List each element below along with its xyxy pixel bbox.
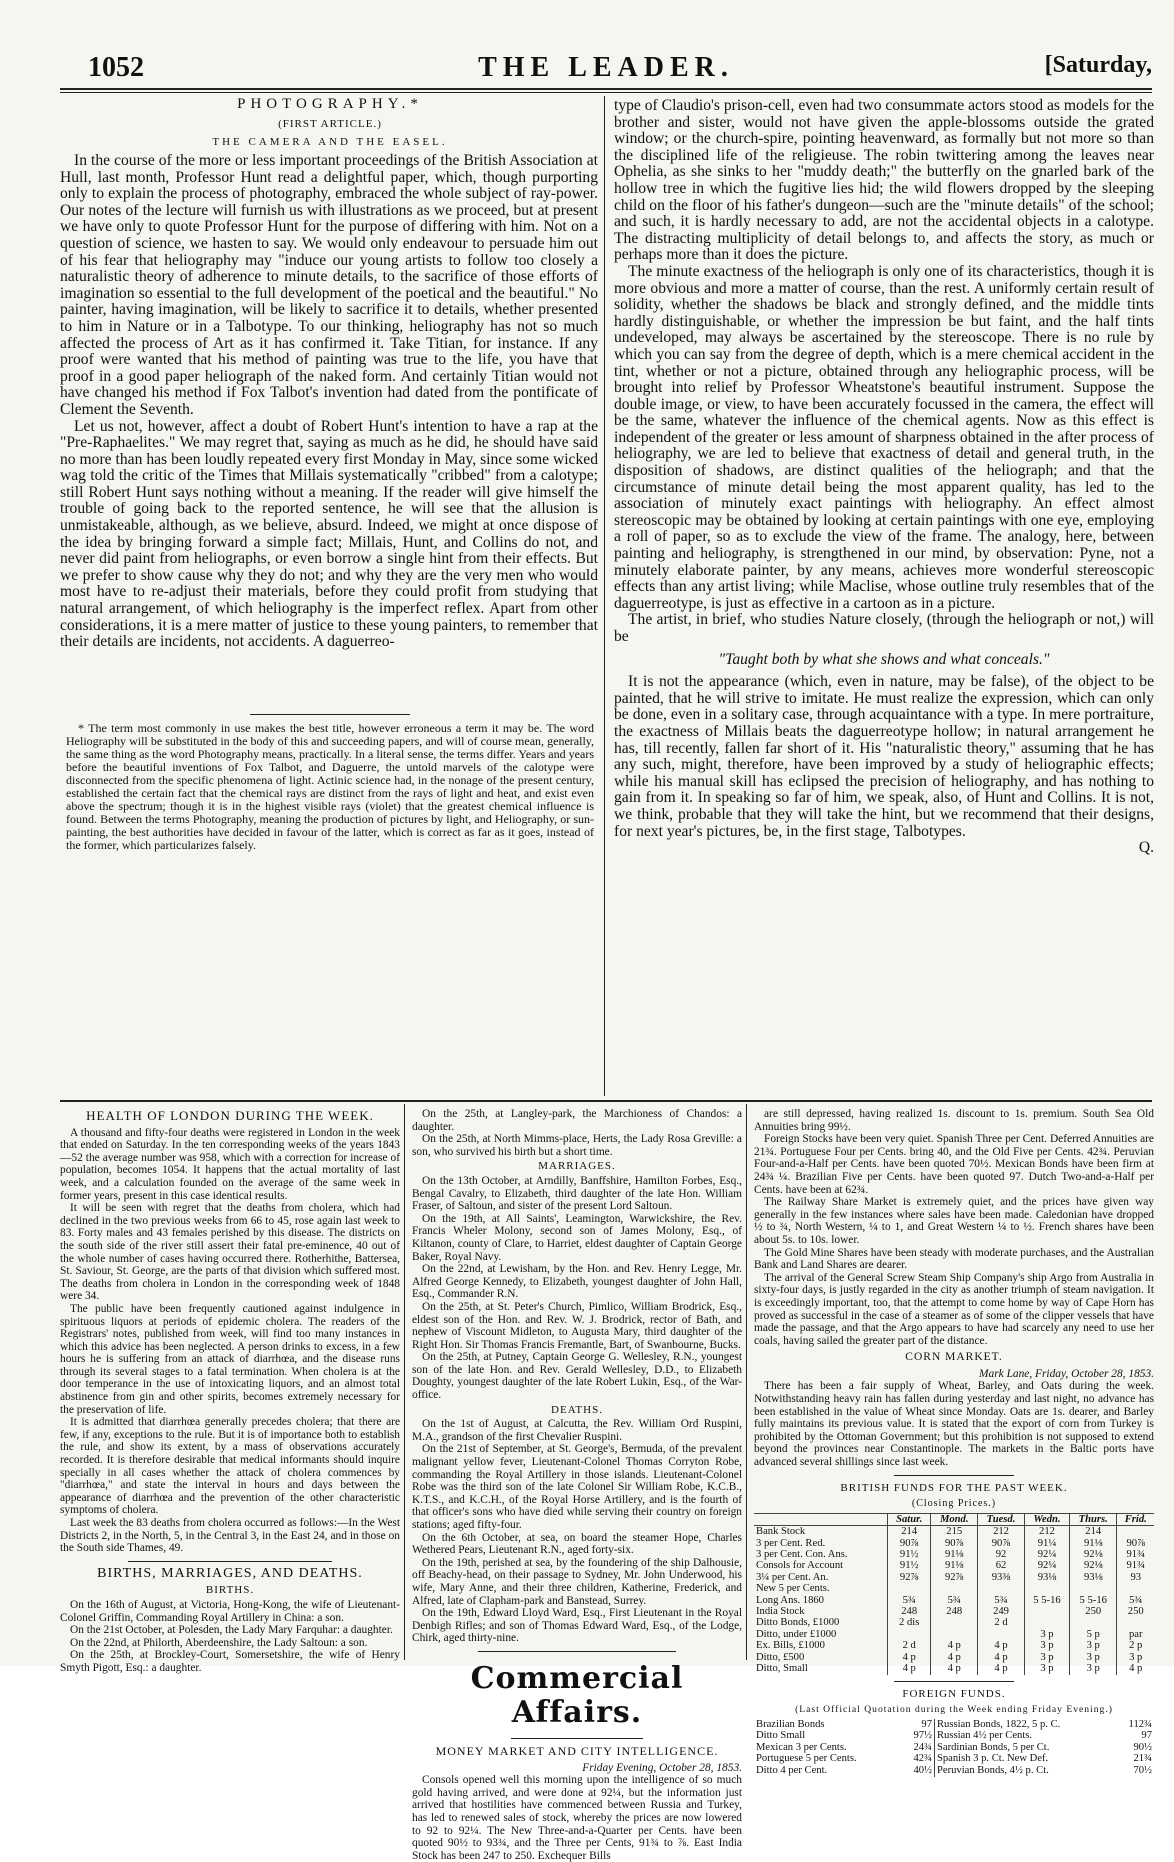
table-row	[754, 1765, 1154, 1777]
article-column-1	[60, 153, 598, 651]
footnote-text: * The term most commonly in use makes the best title, however erroneous a term it may be. The word Heliography will be substituted in the body of this and succeeding papers, and will of course mean, generally, the same thing as the word Photography means, practically. In a literal sense, the terms differ. Years and years before the beautiful inventions of Fox Talbot, and Daguerre, the untold marvels of the calotype were disconnected from the specific phenomena of light. Actinic science had, in the nonage of the present century, established the certain fact that the chemical rays are distinct from the rays of light and heat, and exist even above the spectrum; though it is in the highest visible rays (violet) that the greatest chemical influence is found. Between the terms Photography, meaning the production of pictures by light, and Heliography, or sun-painting, the best authorities have decided in favour of the latter, which is correct as far as it goes, instead of the former, which particularizes falsely.	[66, 721, 594, 852]
table-cell: 249	[978, 1606, 1025, 1617]
death-entry: On the 21st of September, at St. George's, Bermuda, of the prevalent malignant yellow fever, Lieutenant-Colonel Thomas Corryton Robe, commanding the Royal Artillery in those islands. Lieutenant-Colonel Robe was the third son of the late Colonel Sir William Robe, K.C.B., K.T.S., and K.C.H., of the Royal Horse Artillery, and is the fourth of that officer's sons who have died while serving their country on foreign stations; aged fifty-four.	[412, 1443, 742, 1531]
table-cell: 92⅞	[931, 1572, 978, 1583]
table-cell: Ditto 4 per Cent.	[756, 1765, 828, 1777]
birth-entry: On the 25th, at Brockley-Court, Somersetshire, the wife of Henry Smyth Pigott, Esq.: a daughter.	[60, 1649, 400, 1674]
table-cell	[978, 1583, 1025, 1594]
table-cell: 5 5-16	[1070, 1595, 1117, 1606]
corn-paragraph: There has been a fair supply of Wheat, Barley, and Oats during the week. Notwithstanding heavy rain has fallen during yesterday and last night, no advance has been established in the value of Wheat since Monday. Oats are 1s. dearer, and Barley fully maintains its previous value. It is stated that the export of corn from Turkey is prohibited by the Ottoman Government; but this prohibition is not supposed to extend beyond the provinces near Constantinople. The markets in the Baltic ports have advanced several shillings since last week.	[754, 1380, 1154, 1469]
table-cell	[1117, 1583, 1154, 1594]
table-cell: 4 p	[888, 1663, 931, 1674]
table-cell	[1117, 1617, 1154, 1628]
table-cell	[931, 1617, 978, 1628]
table-cell: 93⅛	[1024, 1572, 1069, 1583]
masthead-rule	[60, 88, 1152, 90]
table-cell: 90⅞	[888, 1538, 931, 1549]
money-market-heading: MONEY MARKET AND CITY INTELLIGENCE.	[435, 1743, 719, 1758]
article-section-title: THE CAMERA AND THE EASEL.	[212, 136, 448, 148]
marriage-entry: On the 13th October, at Arndilly, Banffshire, Hamilton Forbes, Esq., Bengal Cavalry, to Elizabeth, third daughter of the late Hon. William Fraser, of Saltoun, and sister of the present Lord Saltoun.	[412, 1174, 742, 1213]
table-cell: 2 d	[978, 1617, 1025, 1628]
british-funds-table	[754, 1513, 1154, 1675]
marriages-heading: MARRIAGES.	[538, 1160, 616, 1173]
money-paragraph: Consols opened well this morning upon the intelligence of so much gold having arrived, and were done at 92¼, but the information just arrived that hostilities have commenced between Russia and Turkey, has led to renewed sales of stock, whereby the prices are now lowered to 92 to 92¼. The New Three-and-a-Quarter per Cents. have been quoted 90½ to 93¾, and the Three per Cents, 91¾ to ⅞. East India Stock has been 247 to 250. Exchequer Bills	[412, 1774, 742, 1862]
money-paragraph: The Gold Mine Shares have been steady with moderate purchases, and the Australian Bank and Land Shares are dearer.	[754, 1246, 1154, 1272]
table-cell: 90⅞	[931, 1538, 978, 1549]
table-cell: 248	[931, 1606, 978, 1617]
table-cell: 250	[1070, 1606, 1117, 1617]
health-paragraph: Last week the 83 deaths from cholera occurred as follows:—In the West Districts 2, in the North, 5, in the Central 3, in the East 24, and in those on the South side Thames, 49.	[60, 1517, 400, 1555]
birth-entry: On the 22nd, at Philorth, Aberdeenshire, the Lady Saltoun: a son.	[70, 1636, 368, 1649]
table-row	[754, 1606, 1154, 1617]
table-cell: 3 p	[1117, 1652, 1154, 1663]
table-cell: 250	[1117, 1606, 1154, 1617]
article-paragraph: In the course of the more or less important proceedings of the British Association at Hull, last month, Professor Hunt read a delightful paper, which, though purporting only to explain the process of photography, embraced the whole subject of ray-power. Our notes of the lecture will furnish us with illustrations as we proceed, but at present we have only to quote Professor Hunt for the purpose of differing with him. Not on a question of science, we hasten to say. We would only endeavour to persuade him out of his fear that heliography may "induce our young artists to follow too closely a naturalistic theory of adherence to minute details, to the sacrifice of those efforts of imagination so essential to the full development of the poetical and the beautiful." No painter, having imagination, will be likely to sacrifice it to details, whether presented to him in Nature or in a Talbotype. To our thinking, heliography has not so much affected the process of Art as it has confirmed it. Take Titian, for instance. If any proof were wanted that his method of painting was true to the life, you have that proof in a good paper heliograph of the naked form. And certainly Titian would not have changed his method if Fox Talbot's invention had dated from the pontificate of Clement the Seventh.	[60, 152, 598, 418]
divider	[128, 1561, 332, 1562]
article-title: PHOTOGRAPHY.*	[237, 96, 423, 112]
table-header-cell	[754, 1513, 888, 1525]
table-cell: 3 per Cent. Red.	[756, 1537, 826, 1549]
table-header-cell: Wedn.	[1024, 1513, 1069, 1525]
death-entry: On the 6th October, at sea, on board the steamer Hope, Charles Wethered Pears, Lieutenant R.N., aged forty-six.	[412, 1531, 742, 1557]
table-cell: 40½	[902, 1765, 935, 1777]
table-cell: 93⅜	[978, 1572, 1025, 1583]
table-cell: 91½	[888, 1549, 931, 1560]
table-cell: 4 p	[1117, 1663, 1154, 1674]
table-cell	[931, 1629, 978, 1640]
table-cell: New 5 per Cents.	[756, 1583, 830, 1595]
table-cell: 2 d	[888, 1640, 931, 1651]
issue-day: [Saturday,	[1044, 52, 1152, 78]
table-cell: Spanish 3 p. Ct. New Def.	[936, 1753, 1049, 1765]
table-row	[754, 1617, 1154, 1628]
footnote	[66, 722, 594, 852]
table-cell: Bank Stock	[756, 1526, 806, 1538]
table-cell: 4 p	[978, 1652, 1025, 1663]
table-cell: 3 p	[1024, 1663, 1069, 1674]
table-header-cell: Mond.	[931, 1513, 978, 1525]
table-cell: 3 per Cent. Con. Ans.	[756, 1549, 848, 1561]
table-cell: 4 p	[888, 1652, 931, 1663]
table-cell: 92⅛	[1070, 1560, 1117, 1571]
births-heading: BIRTHS.	[205, 1584, 255, 1597]
death-entry: On the 19th, perished at sea, by the foundering of the ship Dalhousie, off Beachy-head, on their passage to Sydney, Mr. John Underwood, his wife, Mary Anne, and their three children, Katherine, Frederick, and Alfred, late of Clapham-park and Banstead, Surrey.	[412, 1556, 742, 1607]
article-quote: "Taught both by what she shows and what conceals."	[718, 650, 1050, 668]
death-entry: On the 19th, Edward Lloyd Ward, Esq., First Lieutenant in the Royal Denbigh Rifles; and son of Thomas Edward Ward, Esq., of the Lodge, Chirk, aged thirty-nine.	[412, 1607, 742, 1645]
table-cell: 21¾	[1133, 1753, 1152, 1765]
commercial-affairs-heading: Commercial Affairs.	[470, 1660, 684, 1730]
table-row	[754, 1595, 1154, 1606]
table-cell: 2 dis	[888, 1617, 931, 1628]
table-cell: 97½	[902, 1730, 935, 1742]
corn-market-heading: CORN MARKET.	[905, 1351, 1003, 1364]
article-paragraph: The minute exactness of the heliograph is only one of its characteristics, though it is more obvious and more a matter of course, than the rest. A uniformly certain result of solidity, whether the shadows be black and strongly defined, and the middle tints hardly distinguishable, or whether the impression be but faint, and the half tints undeveloped, may always be ascertained by the stereoscope. There is no rule by which you can say from the degree of depth, which is a mere chemical accident in the tint, whether or not a picture, obtained through any heliographic process, will be brought into relief by Professor Wheatstone's beautiful instrument. Suppose the double image, or view, to have been accurately focussed in the camera, the effect will be the same, whatever the influence of the chemical agents. Now as this effect is independent of the greater or less amount of sharpness obtained in the after process of heliography, we are led to believe that exactness of detail and general truth, in the disposition of shadows, are distinct qualities of the heliograph; and that the circumstance of minute detail being the most apparent quality, has led to the association of minutely exact paintings with heliography. An effect almost stereoscopic may be obtained by looking at certain paintings with one eye, employing a roll of paper, so as to exclude the view of the frame. The analogy, here, between painting and heliography, is strengthened in our mind, by observation: Pyne, not a minutely elaborate painter, by any means, achieves more wonderful stereoscopic effects than any artist living; while Maclise, whose outline truly resembles that of the daguerreotype, is just as effective in a cartoon as in a picture.	[614, 262, 1154, 612]
health-paragraph: The public have been frequently cautioned against indulgence in spirituous liquors at periods of epidemic cholera. The readers of the Registrars' notes, published from week, will find too many instances in which this advice has been neglected. A person drinks to excess, in a few hours he is suffering from an attack of diarrhœa, and the disease runs through its several stages to a fatal termination. When cholera is at the door temperance in the use of intoxicating liquors, and an almost total abstinence from gin and other spirits, becomes extremely necessary for the preservation of life.	[60, 1302, 400, 1416]
foreign-funds-heading: FOREIGN FUNDS.	[902, 1687, 1006, 1700]
table-cell: 3 p	[1070, 1640, 1117, 1651]
table-header-cell: Satur.	[888, 1513, 931, 1525]
masthead-rule-thin	[60, 92, 1152, 93]
table-cell: Mexican 3 per Cents.	[756, 1741, 847, 1753]
table-cell: 3 p	[1024, 1629, 1069, 1640]
table-cell: 91½	[888, 1560, 931, 1571]
table-cell: 214	[1070, 1526, 1117, 1538]
table-cell: Sardinian Bonds, 5 per Ct.	[936, 1741, 1050, 1753]
table-cell: 90½	[1133, 1741, 1152, 1753]
table-header-cell: Tuesd.	[978, 1513, 1025, 1525]
article-paragraph: Let us not, however, affect a doubt of Robert Hunt's intention to have a rap at the "Pre-Raphaelites." We may regret that, saying as much as he did, he should have said no more than has been loudly repeated every first Monday in May, since some wicked wag told the critic of the Times that Millais systematically "cribbed" from a calotype; still Robert Hunt says nothing without a meaning. If the reader will give himself the trouble of going back to the reported sentence, he will see that the allusion is unmistakeable, although, as we believe, absurd. Indeed, we might at once dispose of the idea by bringing forward a simple fact; Millais, Hunt, and Collins do not, and never did paint from heliographs, or even borrow a single hint from their effects. But we prefer to show cause why they do not; and why they are the very men who would most have to re-adjust their materials, before they could profit from studying that natural arrangement, of which heliography is the imperfect reflex. Apart from other considerations, it is a mere matter of justice to these young painters, to remember that their details are incidents, not accidents. A daguerreo-	[60, 417, 598, 651]
table-cell: 214	[888, 1526, 931, 1538]
table-row	[754, 1526, 1154, 1538]
table-cell: Brazilian Bonds	[756, 1718, 825, 1730]
health-paragraph: It will be seen with regret that the deaths from cholera, which had declined in the two previous weeks from 66 to 45, rose again last week to 83. Forty males and 43 females perished by this disease. The districts on the south side of the river still assert their fatal pre-eminence, 40 out of the whole number of cases having occurred there. Rotherhithe, Battersea, St. Saviour, St. George, are the parts of that division which suffered most. The deaths from cholera in London in the corresponding week of 1848 were 34.	[60, 1202, 400, 1303]
table-row	[754, 1583, 1154, 1594]
table-cell: 3 p	[1024, 1640, 1069, 1651]
table-cell	[1024, 1583, 1069, 1594]
birth-entry: On the 16th of August, at Victoria, Hong-Kong, the wife of Lieutenant-Colonel Griffin, Commanding Royal Artillery in China: a son.	[60, 1598, 400, 1624]
page-number: 1052	[88, 52, 144, 83]
table-cell	[978, 1629, 1025, 1640]
table-cell: 24¾	[902, 1742, 935, 1754]
table-cell: 2 p	[1117, 1640, 1154, 1651]
table-cell: 4 p	[978, 1663, 1025, 1674]
table-cell: 91⅛	[1070, 1538, 1117, 1549]
table-row	[754, 1742, 1154, 1754]
table-row	[754, 1572, 1154, 1583]
table-cell: par	[1117, 1629, 1154, 1640]
table-cell: Peruvian Bonds, 4½ p. Ct.	[936, 1765, 1049, 1777]
table-row	[754, 1640, 1154, 1651]
table-cell: 5¾	[888, 1595, 931, 1606]
article-paragraph: It is not the appearance (which, even in nature, may be false), of the object to be painted, that he will strive to imitate. He must realize the expression, which can only be done, even in a solitary case, through acquaintance with a type. In mere portraiture, the exactness of Millais beats the daguerreotype hollow; in natural arrangement he has, till recently, fallen far short of it. His "naturalistic theory," assuming that he has any such, might, therefore, have been improved by a study of heliographic effects; while his manual skill has eclipsed the precision of heliography, and has nothing to gain from it. In speaking so far of him, we speak, also, of Hunt and Collins. It is not, we think, probable that they will take the hint, but we recommend that their designs, for next year's pictures, be, in the first stage, Talbotypes.	[614, 673, 1154, 840]
british-funds-subheading: (Closing Prices.)	[911, 1498, 997, 1510]
table-cell: Ditto, £500	[756, 1651, 805, 1663]
table-cell	[1024, 1606, 1069, 1617]
foreign-funds-table	[754, 1719, 1154, 1777]
table-cell: 112¾	[1128, 1718, 1152, 1730]
article-column-2	[614, 98, 1154, 857]
deaths-heading: DEATHS.	[551, 1403, 603, 1416]
column-divider	[604, 96, 605, 1096]
divider	[894, 1681, 1014, 1682]
table-header-cell: Thurs.	[1070, 1513, 1117, 1525]
table-cell: 91⅛	[931, 1549, 978, 1560]
table-cell: Consols for Account	[756, 1560, 844, 1572]
article-subtitle: (FIRST ARTICLE.)	[278, 118, 382, 130]
table-cell: 5¾	[931, 1595, 978, 1606]
table-cell: 92	[978, 1549, 1025, 1560]
table-cell: Ditto, Small	[756, 1663, 808, 1675]
corn-dateline: Mark Lane, Friday, October 28, 1853.	[979, 1367, 1154, 1380]
table-cell: Ditto Small	[756, 1730, 806, 1742]
table-header-row	[754, 1513, 1154, 1525]
table-row	[754, 1663, 1154, 1674]
table-cell: 5¾	[978, 1595, 1025, 1606]
table-cell: 3 p	[1070, 1652, 1117, 1663]
health-heading: HEALTH OF LONDON DURING THE WEEK.	[86, 1108, 374, 1123]
table-row	[754, 1719, 1154, 1731]
table-cell: 212	[1024, 1526, 1069, 1538]
table-cell: 42¾	[902, 1753, 935, 1765]
table-cell: Long Ans. 1860	[756, 1594, 824, 1606]
table-cell: 91¼	[1024, 1538, 1069, 1549]
table-cell: 97	[902, 1719, 935, 1731]
money-paragraph: The arrival of the General Screw Steam Ship Company's ship Argo from Australia in sixty-four days, is justly regarded in the city as another triumph of steam navigation. It is exceedingly important, too, that the attempt to come home by way of Cape Horn has proved as successful in the case of a steamer as of some of the clipper vessels that have made the passage, and that the Argo appears to have had scarcely any need to use her coals, having sailed the greater part of the distance.	[754, 1271, 1154, 1347]
birth-entry: On the 25th, at Langley-park, the Marchioness of Chandos: a daughter.	[412, 1108, 742, 1133]
table-cell: 5 p	[1070, 1629, 1117, 1640]
table-cell: 92¼	[1024, 1549, 1069, 1560]
footnote-rule	[250, 714, 410, 715]
table-row	[754, 1753, 1154, 1765]
table-row	[754, 1629, 1154, 1640]
table-cell: 91¾	[1117, 1549, 1154, 1560]
masthead	[60, 46, 1152, 86]
marriage-entry: On the 25th, at St. Peter's Church, Pimlico, William Brodrick, Esq., eldest son of the Hon. and Rev. W. J. Brodrick, rector of Bath, and nephew of Viscount Midleton, to Augusta Mary, third daughter of the Right Hon. Sir Thomas Francis Fremantle, Bart, of Swanbourne, Bucks.	[412, 1300, 742, 1351]
health-paragraph: It is admitted that diarrhœa generally precedes cholera; that there are few, if any, exceptions to the rule. But it is of importance both to establish the rule, and show its extent, by a mass of observations accurately recorded. It is therefore desirable that medical informants should inquire specially in all cases whether the attack of cholera commences by "diarrhœa," and state the interval in hours and days between the appearance of diarrhœa and the prevention of the other characteristic symptoms of cholera.	[60, 1416, 400, 1517]
table-cell: 92⅛	[1070, 1549, 1117, 1560]
marriage-entry: On the 22nd, at Lewisham, by the Hon. and Rev. Henry Legge, Mr. Alfred George Kennedy, to Elizabeth, youngest daughter of John Hall, Esq., Commander R.N.	[412, 1263, 742, 1301]
table-cell: 62	[978, 1560, 1025, 1571]
table-cell: 3¼ per Cent. An.	[756, 1571, 829, 1583]
table-cell: 5¾	[1117, 1595, 1154, 1606]
table-row	[754, 1730, 1154, 1742]
divider	[511, 1738, 643, 1739]
table-cell	[888, 1629, 931, 1640]
table-header-cell: Frid.	[1117, 1513, 1154, 1525]
article-signature: Q.	[1138, 839, 1154, 857]
table-cell: 4 p	[931, 1640, 978, 1651]
table-cell: Russian Bonds, 1822, 5 p. C.	[936, 1718, 1061, 1730]
table-cell: Portuguese 5 per Cents.	[756, 1753, 857, 1765]
table-cell: 90⅞	[1117, 1538, 1154, 1549]
column-divider	[404, 1104, 405, 1660]
health-paragraph: A thousand and fifty-four deaths were registered in London in the week that ended on Saturday. In the ten corresponding weeks of the years 1843—52 the average number was 958, which with a correction for increase of population, becomes 1054. It happens that the actual mortality of last week, and a calculation founded on the average of the same week in former years, present in this case identical results.	[60, 1126, 400, 1202]
marriage-entry: On the 19th, at All Saints', Leamington, Warwickshire, the Rev. Francis Wheler Molony, second son of James Molony, Esq., of Kiltanon, county of Clare, to Harriet, eldest daughter of Captain George Baker, Royal Navy.	[412, 1212, 742, 1263]
table-row	[754, 1560, 1154, 1571]
section-rule	[60, 1100, 1152, 1102]
british-funds-heading: BRITISH FUNDS FOR THE PAST WEEK.	[840, 1481, 1068, 1494]
money-paragraph: are still depressed, having realized 1s. discount to 1s. premium. South Sea Old Annuities bring 99½.	[754, 1108, 1154, 1133]
table-cell: 4 p	[931, 1652, 978, 1663]
death-entry: On the 1st of August, at Calcutta, the Rev. William Ord Ruspini, M.A., grandson of the first Chevalier Ruspini.	[412, 1418, 742, 1443]
table-cell: 5 5-16	[1024, 1595, 1069, 1606]
column-divider	[746, 1104, 747, 1660]
bottom-column-3	[754, 1108, 1154, 1777]
table-cell: 91⅛	[931, 1560, 978, 1571]
table-cell	[1117, 1526, 1154, 1538]
table-cell: 90⅞	[978, 1538, 1025, 1549]
birth-entry: On the 21st October, at Polesden, the Lady Mary Farquhar: a daughter.	[70, 1624, 393, 1637]
table-cell: 97	[1141, 1730, 1152, 1742]
table-cell: 93⅛	[1070, 1572, 1117, 1583]
table-cell: 4 p	[978, 1640, 1025, 1651]
bottom-column-2	[412, 1108, 742, 1862]
divider	[478, 1651, 676, 1652]
table-cell: 3 p	[1070, 1663, 1117, 1674]
table-cell: 4 p	[931, 1663, 978, 1674]
article-paragraph: type of Claudio's prison-cell, even had two consummate actors stood as models for the brother and sister, would not have given the apple-blossoms outside the grated window; or the church-spire, pointing heavenward, as formally but not more so than the disciplined life of the religieuse. The robin twittering among the leaves near Ophelia, as she sinks to her "muddy death;" the butterfly on the gnarled bark of the hollow tree in which the fugitive lies hid; the wild flowers dropped by the sleeping child on the floor of his father's dungeon—such are the "minute details" of the school; and such, it is hardly necessary to add, are not the accidental objects in a calotype. The distracting multiplicity of detail belongs to, and affects the story, as much or perhaps more than it does the picture.	[614, 97, 1154, 264]
money-paragraph: Foreign Stocks have been very quiet. Spanish Three per Cent. Deferred Annuities are 21¾. Portuguese Four per Cents. bring 40, and the Old Five per Cents. 42¾. Peruvian Four-and-a-Half per Cents. have been quoted 70½. Mexican Bonds have been firm at 24¾ ¼. Brazilian Five per Cents. have been quoted 97. Dutch Two-and-a-Half per Cents. have been at 62¾.	[754, 1133, 1154, 1196]
divider	[894, 1475, 1014, 1476]
table-cell	[1070, 1617, 1117, 1628]
table-row	[754, 1549, 1154, 1560]
table-row	[754, 1538, 1154, 1549]
table-cell: 91¾	[1117, 1560, 1154, 1571]
table-cell: 92⅞	[888, 1572, 931, 1583]
table-cell: 3 p	[1024, 1652, 1069, 1663]
bmd-heading: BIRTHS, MARRIAGES, AND DEATHS.	[97, 1565, 363, 1581]
article-paragraph: The artist, in brief, who studies Nature closely, (through the heliograph or not,) will be	[614, 611, 1154, 645]
table-cell: 93	[1117, 1572, 1154, 1583]
table-cell: Ditto Bonds, £1000	[756, 1617, 840, 1629]
table-cell: Russian 4½ per Cents.	[936, 1730, 1033, 1742]
money-paragraph: The Railway Share Market is extremely quiet, and the prices have given way generally in the few instances where sales have been made. Caledonian have dropped ½ to ¾, North Western, ¼ to 1, and Great Western ¼ to ½. French shares have been about 5s. to 10s. lower.	[754, 1196, 1154, 1246]
table-cell: India Stock	[756, 1606, 805, 1618]
table-cell: 215	[931, 1526, 978, 1538]
table-cell: 248	[888, 1606, 931, 1617]
table-cell: 92¼	[1024, 1560, 1069, 1571]
table-cell: 70½	[1133, 1765, 1152, 1777]
table-cell	[1024, 1617, 1069, 1628]
table-row	[754, 1652, 1154, 1663]
table-cell: Ex. Bills, £1000	[756, 1640, 825, 1652]
birth-entry: On the 25th, at North Mimms-place, Herts, the Lady Rosa Greville: a son, who survived his birth but a short time.	[412, 1133, 742, 1158]
table-cell	[931, 1583, 978, 1594]
foreign-funds-subheading: (Last Official Quotation during the Week ending Friday Evening.)	[795, 1704, 1113, 1716]
money-dateline: Friday Evening, October 28, 1853.	[582, 1761, 742, 1774]
table-cell	[888, 1583, 931, 1594]
table-cell: 212	[978, 1526, 1025, 1538]
marriage-entry: On the 25th, at Putney, Captain George G. Wellesley, R.N., youngest son of the late Hon. and Rev. Gerald Wellesley, D.D., to Elizabeth Doughty, youngest daughter of the late Robert Lukin, Esq., of the War-office.	[412, 1351, 742, 1402]
table-cell: Ditto, under £1000	[756, 1628, 837, 1640]
bottom-column-1	[60, 1108, 400, 1675]
table-cell	[1070, 1583, 1117, 1594]
newspaper-title: THE LEADER.	[478, 52, 734, 83]
